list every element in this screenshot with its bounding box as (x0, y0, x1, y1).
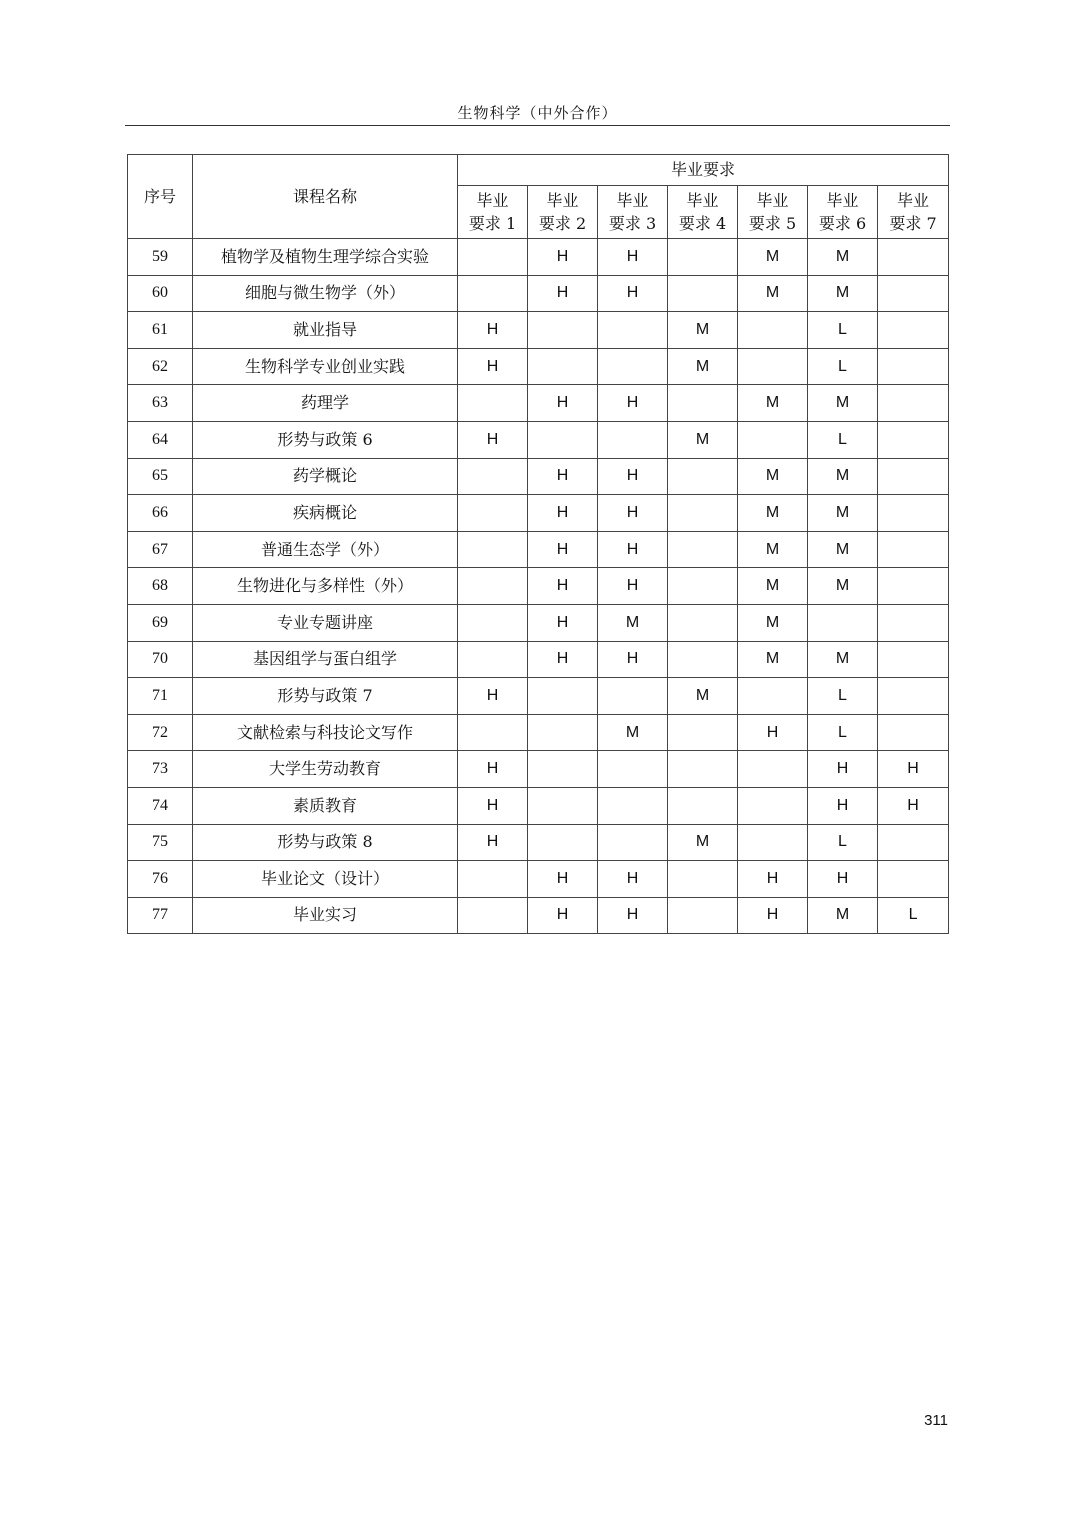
cell-requirement-7 (878, 861, 949, 898)
cell-requirement-3 (598, 678, 668, 715)
cell-requirement-4: M (668, 348, 738, 385)
cell-course-name: 毕业实习 (193, 897, 458, 934)
table-body (128, 239, 949, 934)
cell-requirement-5 (738, 787, 808, 824)
cell-requirement-3 (598, 787, 668, 824)
cell-requirement-3 (598, 312, 668, 349)
cell-requirement-1: H (458, 787, 528, 824)
cell-course-name: 生物科学专业创业实践 (193, 348, 458, 385)
requirement-header-line: 要求 1 (468, 214, 517, 233)
cell-requirement-1 (458, 495, 528, 532)
cell-requirement-4 (668, 531, 738, 568)
cell-course-name: 形势与政策 7 (193, 678, 458, 715)
cell-requirement-2: H (528, 897, 598, 934)
cell-requirement-1: H (458, 421, 528, 458)
cell-requirement-2 (528, 714, 598, 751)
cell-requirement-3: H (598, 861, 668, 898)
requirement-header-line: 毕业 (476, 191, 509, 210)
column-header-requirement-3 (598, 186, 668, 239)
cell-course-name: 专业专题讲座 (193, 604, 458, 641)
table-row (128, 787, 949, 824)
cell-requirement-5: H (738, 897, 808, 934)
cell-seq: 64 (128, 421, 193, 458)
cell-requirement-4: M (668, 421, 738, 458)
page-header-title: 生物科学（中外合作） (457, 104, 618, 122)
column-header-requirement-1 (458, 186, 528, 239)
cell-requirement-1 (458, 604, 528, 641)
cell-seq: 67 (128, 531, 193, 568)
cell-requirement-7 (878, 604, 949, 641)
graduation-requirements-matrix (127, 154, 949, 934)
cell-requirement-7 (878, 495, 949, 532)
cell-seq: 68 (128, 568, 193, 605)
cell-seq: 59 (128, 239, 193, 276)
cell-seq: 73 (128, 751, 193, 788)
cell-requirement-3: H (598, 385, 668, 422)
cell-requirement-3: H (598, 568, 668, 605)
requirement-header-line: 要求 4 (678, 214, 727, 233)
cell-requirement-6: M (808, 239, 878, 276)
cell-requirement-3: M (598, 604, 668, 641)
cell-requirement-7 (878, 678, 949, 715)
cell-requirement-5: M (738, 604, 808, 641)
column-header-requirement-5 (738, 186, 808, 239)
requirement-header-line: 要求 3 (608, 214, 657, 233)
cell-requirement-5: M (738, 458, 808, 495)
header-divider (125, 125, 950, 126)
cell-requirement-2: H (528, 495, 598, 532)
cell-requirement-7 (878, 568, 949, 605)
cell-requirement-3: H (598, 495, 668, 532)
cell-requirement-2 (528, 751, 598, 788)
cell-requirement-5: M (738, 385, 808, 422)
cell-requirement-2 (528, 421, 598, 458)
cell-requirement-6: M (808, 385, 878, 422)
cell-requirement-4 (668, 787, 738, 824)
cell-requirement-2 (528, 787, 598, 824)
cell-requirement-6: M (808, 495, 878, 532)
cell-requirement-7 (878, 348, 949, 385)
cell-requirement-5: M (738, 641, 808, 678)
cell-requirement-6: H (808, 751, 878, 788)
cell-requirement-7 (878, 239, 949, 276)
cell-seq: 65 (128, 458, 193, 495)
cell-requirement-7 (878, 824, 949, 861)
cell-requirement-5 (738, 421, 808, 458)
cell-requirement-3: H (598, 275, 668, 312)
requirement-header-line: 毕业 (616, 191, 649, 210)
cell-requirement-5: H (738, 714, 808, 751)
cell-course-name: 细胞与微生物学（外） (193, 275, 458, 312)
cell-requirement-5: M (738, 275, 808, 312)
cell-requirement-2: H (528, 239, 598, 276)
cell-requirement-2: H (528, 385, 598, 422)
cell-requirement-6: L (808, 421, 878, 458)
cell-requirement-4 (668, 604, 738, 641)
cell-requirement-6: M (808, 641, 878, 678)
cell-requirement-1 (458, 897, 528, 934)
cell-course-name: 植物学及植物生理学综合实验 (193, 239, 458, 276)
cell-requirement-4: M (668, 312, 738, 349)
cell-requirement-2: H (528, 861, 598, 898)
cell-requirement-6: L (808, 312, 878, 349)
table-row (128, 458, 949, 495)
cell-course-name: 形势与政策 6 (193, 421, 458, 458)
cell-requirement-1: H (458, 312, 528, 349)
cell-requirement-5: M (738, 239, 808, 276)
cell-requirement-6: M (808, 458, 878, 495)
cell-requirement-3 (598, 421, 668, 458)
table-row (128, 531, 949, 568)
cell-requirement-7 (878, 421, 949, 458)
requirement-header-line: 要求 2 (538, 214, 587, 233)
table-row (128, 678, 949, 715)
cell-requirement-2: H (528, 641, 598, 678)
cell-requirement-6: M (808, 897, 878, 934)
cell-seq: 76 (128, 861, 193, 898)
cell-requirement-7: H (878, 751, 949, 788)
requirement-header-line: 毕业 (546, 191, 579, 210)
cell-requirement-3 (598, 824, 668, 861)
requirement-header-line: 要求 5 (748, 214, 797, 233)
column-group-header-requirements: 毕业要求 (458, 155, 949, 186)
requirement-header-line: 要求 6 (818, 214, 867, 233)
column-header-requirement-4 (668, 186, 738, 239)
cell-requirement-4 (668, 495, 738, 532)
cell-requirement-5: M (738, 568, 808, 605)
requirement-header-line: 毕业 (826, 191, 859, 210)
cell-requirement-6: M (808, 275, 878, 312)
table-row (128, 385, 949, 422)
table-header-row (128, 155, 949, 186)
cell-course-name: 普通生态学（外） (193, 531, 458, 568)
cell-requirement-1 (458, 458, 528, 495)
cell-requirement-7 (878, 385, 949, 422)
cell-course-name: 形势与政策 8 (193, 824, 458, 861)
cell-seq: 70 (128, 641, 193, 678)
cell-seq: 61 (128, 312, 193, 349)
cell-requirement-3: H (598, 641, 668, 678)
cell-requirement-4: M (668, 824, 738, 861)
cell-seq: 63 (128, 385, 193, 422)
requirement-header-line: 毕业 (897, 191, 930, 210)
column-header-requirement-7 (878, 186, 949, 239)
cell-seq: 77 (128, 897, 193, 934)
cell-requirement-3: H (598, 531, 668, 568)
requirement-header-line: 要求 7 (889, 214, 937, 233)
cell-course-name: 药学概论 (193, 458, 458, 495)
table-row (128, 495, 949, 532)
cell-requirement-5: H (738, 861, 808, 898)
cell-requirement-4 (668, 897, 738, 934)
page-number: 311 (924, 1412, 948, 1429)
cell-seq: 75 (128, 824, 193, 861)
cell-requirement-4 (668, 714, 738, 751)
table-row (128, 824, 949, 861)
table-row (128, 312, 949, 349)
cell-requirement-2: H (528, 531, 598, 568)
cell-course-name: 大学生劳动教育 (193, 751, 458, 788)
cell-requirement-4 (668, 385, 738, 422)
cell-requirement-1 (458, 275, 528, 312)
cell-requirement-5 (738, 678, 808, 715)
cell-requirement-6: H (808, 787, 878, 824)
cell-requirement-7 (878, 458, 949, 495)
column-header-requirement-6 (808, 186, 878, 239)
cell-seq: 60 (128, 275, 193, 312)
cell-course-name: 就业指导 (193, 312, 458, 349)
cell-requirement-3 (598, 751, 668, 788)
cell-requirement-6: M (808, 531, 878, 568)
table-row (128, 568, 949, 605)
cell-requirement-6: L (808, 678, 878, 715)
cell-requirement-1 (458, 568, 528, 605)
table-row (128, 348, 949, 385)
cell-requirement-4 (668, 568, 738, 605)
cell-requirement-3 (598, 348, 668, 385)
cell-requirement-7 (878, 531, 949, 568)
cell-requirement-2 (528, 348, 598, 385)
table-row (128, 897, 949, 934)
cell-requirement-7 (878, 641, 949, 678)
cell-requirement-1 (458, 239, 528, 276)
cell-requirement-4 (668, 239, 738, 276)
table-row (128, 239, 949, 276)
column-header-course-name: 课程名称 (193, 155, 458, 239)
cell-requirement-1: H (458, 678, 528, 715)
cell-requirement-6: M (808, 568, 878, 605)
table-row (128, 751, 949, 788)
cell-requirement-4 (668, 641, 738, 678)
cell-requirement-2 (528, 824, 598, 861)
cell-requirement-6: L (808, 714, 878, 751)
cell-requirement-7: L (878, 897, 949, 934)
cell-course-name: 疾病概论 (193, 495, 458, 532)
cell-requirement-2: H (528, 568, 598, 605)
cell-seq: 71 (128, 678, 193, 715)
requirement-header-line: 毕业 (756, 191, 789, 210)
cell-requirement-1: H (458, 348, 528, 385)
cell-requirement-2: H (528, 275, 598, 312)
table-row (128, 275, 949, 312)
cell-requirement-4: M (668, 678, 738, 715)
cell-seq: 74 (128, 787, 193, 824)
cell-requirement-7: H (878, 787, 949, 824)
cell-requirement-5 (738, 751, 808, 788)
cell-requirement-6: L (808, 348, 878, 385)
cell-requirement-7 (878, 275, 949, 312)
cell-requirement-6: H (808, 861, 878, 898)
table-row (128, 861, 949, 898)
cell-requirement-5: M (738, 531, 808, 568)
cell-requirement-3: M (598, 714, 668, 751)
cell-requirement-6: L (808, 824, 878, 861)
cell-requirement-4 (668, 861, 738, 898)
cell-requirement-3: H (598, 458, 668, 495)
cell-requirement-1: H (458, 751, 528, 788)
cell-course-name: 生物进化与多样性（外） (193, 568, 458, 605)
cell-requirement-2 (528, 678, 598, 715)
table-row (128, 421, 949, 458)
cell-course-name: 文献检索与科技论文写作 (193, 714, 458, 751)
requirement-header-line: 毕业 (686, 191, 719, 210)
cell-course-name: 药理学 (193, 385, 458, 422)
cell-requirement-1 (458, 641, 528, 678)
column-header-seq: 序号 (128, 155, 193, 239)
cell-requirement-3: H (598, 239, 668, 276)
cell-requirement-5 (738, 348, 808, 385)
cell-requirement-1: H (458, 824, 528, 861)
cell-requirement-5 (738, 312, 808, 349)
cell-requirement-1 (458, 531, 528, 568)
cell-requirement-4 (668, 458, 738, 495)
cell-requirement-5: M (738, 495, 808, 532)
table-row (128, 641, 949, 678)
cell-seq: 69 (128, 604, 193, 641)
cell-course-name: 毕业论文（设计） (193, 861, 458, 898)
cell-requirement-4 (668, 751, 738, 788)
table-row (128, 604, 949, 641)
cell-seq: 72 (128, 714, 193, 751)
table-row (128, 714, 949, 751)
cell-requirement-4 (668, 275, 738, 312)
cell-requirement-7 (878, 312, 949, 349)
cell-requirement-1 (458, 714, 528, 751)
cell-requirement-1 (458, 861, 528, 898)
cell-requirement-2 (528, 312, 598, 349)
cell-course-name: 素质教育 (193, 787, 458, 824)
cell-requirement-7 (878, 714, 949, 751)
cell-course-name: 基因组学与蛋白组学 (193, 641, 458, 678)
cell-requirement-2: H (528, 604, 598, 641)
cell-seq: 62 (128, 348, 193, 385)
cell-seq: 66 (128, 495, 193, 532)
cell-requirement-2: H (528, 458, 598, 495)
cell-requirement-5 (738, 824, 808, 861)
cell-requirement-3: H (598, 897, 668, 934)
cell-requirement-1 (458, 385, 528, 422)
column-header-requirement-2 (528, 186, 598, 239)
cell-requirement-6 (808, 604, 878, 641)
